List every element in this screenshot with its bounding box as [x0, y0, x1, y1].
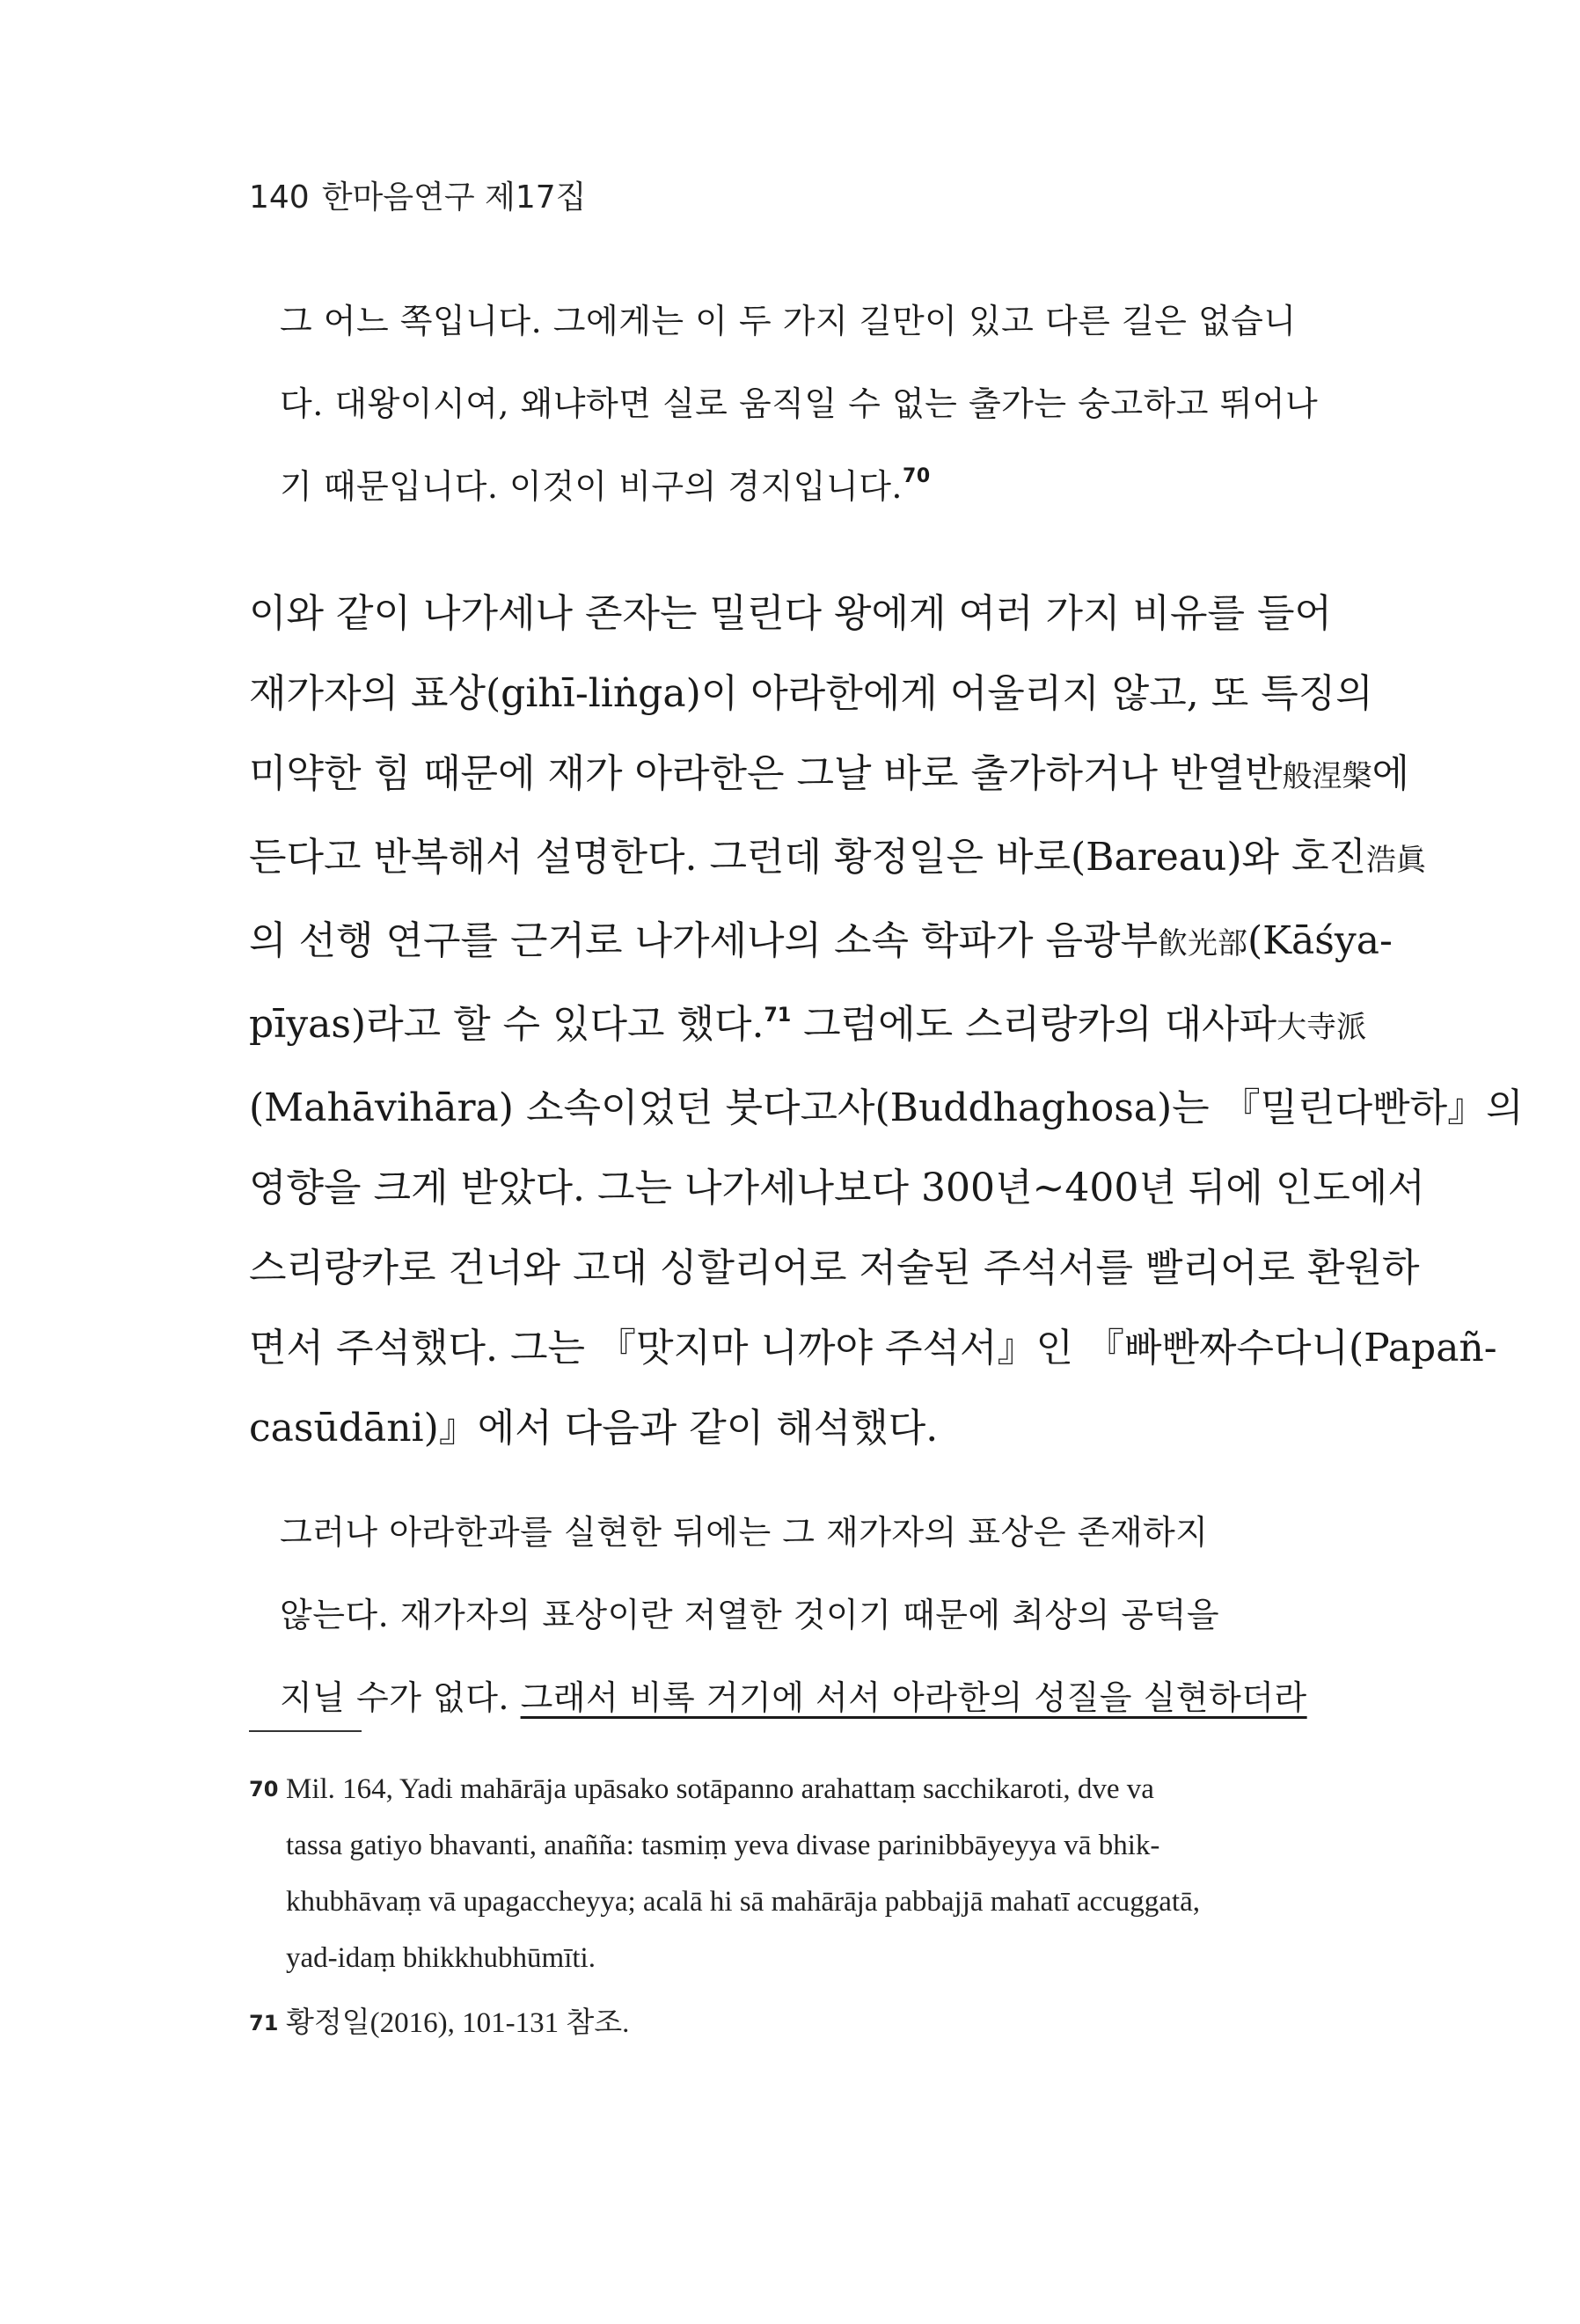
- footnotes: [249, 1761, 1331, 2051]
- footnote-line: Mil. 164, Yadi mahārāja upāsako sotāpanno arahattaṃ sacchikaroti, dve va: [286, 1773, 1154, 1805]
- quote-line: 그 어느 쪽입니다. 그에게는 이 두 가지 길만이 있고 다른 길은 없습니: [280, 302, 1297, 340]
- footnote-line: khubhāvaṃ vā upagaccheyya; acalā hi sā mahārāja pabbajjā mahatī accuggatā,: [286, 1886, 1200, 1918]
- body-line: (Mahāvihāra) 소속이었던 붓다고사(Buddhaghosa)는 『밀린다빤하』의: [249, 1085, 1524, 1130]
- body-line: [249, 984, 1367, 1068]
- body-text: 든다고 반복해서 설명한다. 그런데 황정일은 바로(Bareau)와 호진: [249, 835, 1367, 880]
- body-line: 스리랑카로 건너와 고대 싱할리어로 저술된 주석서를 빨리어로 환원하: [249, 1246, 1420, 1290]
- quote-line: 그러나 아라한과를 실현한 뒤에는 그 재가자의 표상은 존재하지: [280, 1513, 1209, 1552]
- footnote-number: 70: [249, 1777, 279, 1801]
- footnote-70: [249, 1761, 1331, 1986]
- body-paragraph: [249, 574, 1524, 1468]
- footnote-line: 황정일(2016), 101-131 참조.: [286, 2007, 630, 2039]
- quote-line-text: 기 때문입니다. 이것이 비구의 경지입니다.: [280, 467, 903, 506]
- block-quote-1: [280, 280, 1327, 528]
- footnote-number: 71: [249, 2011, 279, 2035]
- footnote-ref-70[interactable]: 70: [903, 465, 931, 487]
- body-text: pīyas)라고 할 수 있다고 했다.: [249, 1002, 764, 1047]
- body-line: [249, 901, 1393, 984]
- quote-line-text: 지닐 수가 없다.: [280, 1678, 521, 1717]
- body-text: 그럼에도 스리랑카의 대사파: [791, 1002, 1277, 1047]
- hanja-gloss: 飮光部: [1158, 926, 1247, 961]
- footnote-divider: [249, 1730, 362, 1732]
- footnote-71: [249, 1995, 1331, 2051]
- hanja-gloss: 般涅槃: [1282, 759, 1372, 794]
- hanja-gloss: 浩眞: [1366, 843, 1427, 878]
- running-header: [249, 172, 586, 217]
- body-text: 에: [1372, 751, 1410, 796]
- hanja-gloss: 大寺派: [1276, 1010, 1367, 1045]
- body-text: 의 선행 연구를 근거로 나가세나의 소속 학파가 음광부: [249, 918, 1158, 963]
- footnote-line: yad-idaṃ bhikkhubhūmīti.: [286, 1942, 596, 1974]
- body-text: (Kāśya-: [1247, 918, 1393, 963]
- footnote-line: tassa gatiyo bhavanti, anañña: tasmiṃ yeva divase parinibbāyeyya vā bhik-: [286, 1830, 1160, 1861]
- quote-line: [280, 445, 1327, 528]
- body-text: 미약한 힘 때문에 재가 아라한은 그날 바로 출가하거나 반열반: [249, 751, 1283, 796]
- body-line: casūdāni)』에서 다음과 같이 해석했다.: [249, 1406, 939, 1451]
- body-line: [249, 817, 1427, 901]
- body-line: 재가자의 표상(gihī-liṅga)이 아라한에게 어울리지 않고, 또 특징의: [249, 671, 1373, 716]
- body-line: 이와 같이 나가세나 존자는 밀린다 왕에게 여러 가지 비유를 들어: [249, 591, 1332, 636]
- quote-line: [280, 1656, 1327, 1739]
- quote-line: 다. 대왕이시여, 왜냐하면 실로 움직일 수 없는 출가는 숭고하고 뛰어나: [280, 384, 1319, 423]
- body-line: 영향을 크게 받았다. 그는 나가세나보다 300년~400년 뒤에 인도에서: [249, 1166, 1425, 1210]
- quote-line: 않는다. 재가자의 표상이란 저열한 것이기 때문에 최상의 공덕을: [280, 1596, 1220, 1634]
- body-line: 면서 주석했다. 그는 『맛지마 니까야 주석서』인 『빠빤짜수다니(Papañ-: [249, 1326, 1497, 1370]
- journal-title: 한마음연구 제17집: [321, 179, 587, 216]
- footnote-ref-71[interactable]: 71: [764, 1005, 792, 1027]
- page-number: 140: [249, 179, 310, 216]
- block-quote-2: [280, 1491, 1327, 1739]
- underlined-text: 그래서 비록 거기에 서서 아라한의 성질을 실현하더라: [520, 1678, 1307, 1717]
- body-line: [249, 734, 1410, 817]
